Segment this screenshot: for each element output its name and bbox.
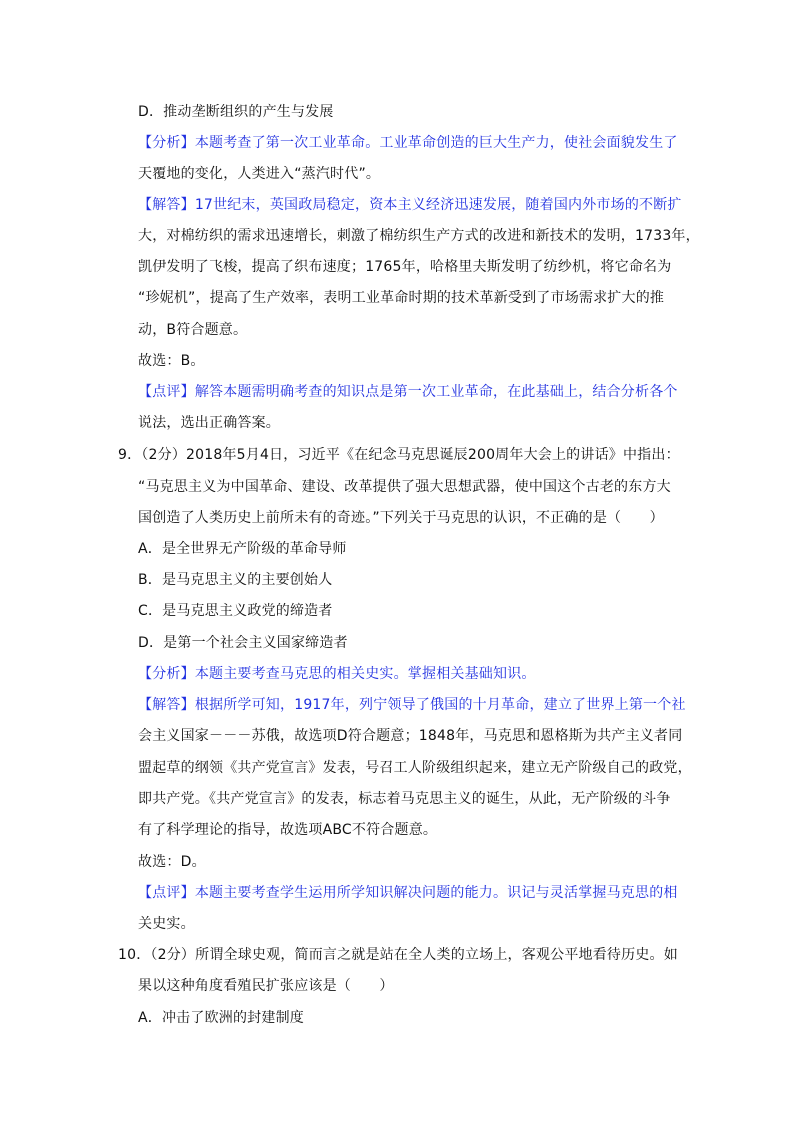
line-text: 9．（2分）2018年5月4日，习近平《在纪念马克思诞辰200周年大会上的讲话》中指出： — [118, 447, 680, 463]
option-line — [138, 102, 334, 122]
text-line — [138, 758, 692, 778]
text-line — [138, 508, 664, 528]
section-label: 【解答】 — [138, 697, 195, 713]
line-text: C．是马克思主义政党的缔造者 — [138, 603, 333, 619]
line-text: 10．（2分）所谓全球史观，简而言之就是站在全人类的立场上，客观公平地看待历史。如 — [118, 947, 678, 963]
section-label: 【点评】 — [138, 885, 195, 901]
text-line — [138, 413, 280, 433]
text-line — [138, 976, 394, 996]
line-text: “马克思主义为中国革命、建设、改革提供了强大思想武器，使中国这个古老的东方大 — [138, 479, 671, 495]
line-text: 17世纪末，英国政局稳定，资本主义经济迅速发展，随着国内外市场的不断扩 — [194, 197, 682, 213]
line-text: 故选：D。 — [138, 854, 206, 870]
line-text: 解答本题需明确考查的知识点是第一次工业革命，在此基础上，结合分析各个 — [194, 384, 678, 400]
line-text: 凯伊发明了飞梭，提高了织布速度；1765年，哈格里夫斯发明了纺纱机，将它命名为 — [138, 259, 672, 275]
question-line — [118, 945, 678, 965]
text-line — [138, 789, 671, 809]
line-text: 果以这种角度看殖民扩张应该是（ ） — [138, 978, 394, 994]
section-line — [138, 382, 678, 402]
line-text: 关史实。 — [138, 916, 195, 932]
line-text: 会主义国家－－－苏俄，故选项D符合题意；1848年，马克思和恩格斯为共产主义者同 — [138, 728, 683, 744]
line-text: 本题主要考查马克思的相关史实。掌握相关基础知识。 — [194, 666, 536, 682]
text-line — [138, 164, 380, 184]
text-line — [138, 820, 437, 840]
line-text: “珍妮机”，提高了生产效率，表明工业革命时期的技术革新受到了市场需求扩大的推 — [138, 290, 665, 306]
line-text: 大，对棉纺织的需求迅速增长，刺激了棉纺织生产方式的改进和新技术的发明，1733年， — [138, 228, 700, 244]
line-text: 说法，选出正确答案。 — [138, 415, 280, 431]
line-text: D．推动垄断组织的产生与发展 — [138, 104, 334, 120]
line-text: B．是马克思主义的主要创始人 — [138, 572, 333, 588]
option-line — [138, 1008, 304, 1028]
line-text: 天覆地的变化，人类进入“蒸汽时代”。 — [138, 166, 381, 182]
line-text: 国创造了人类历史上前所未有的奇迹。”下列关于马克思的认识，不正确的是（ ） — [138, 510, 664, 526]
section-label: 【解答】 — [138, 197, 195, 213]
line-text: 故选：B。 — [138, 353, 205, 369]
line-text: 本题主要考查学生运用所学知识解决问题的能力。识记与灵活掌握马克思的相 — [194, 885, 678, 901]
text-line — [138, 257, 671, 277]
line-text: 有了科学理论的指导，故选项ABC不符合题意。 — [138, 822, 438, 838]
line-text: A．冲击了欧洲的封建制度 — [138, 1010, 304, 1026]
text-line — [138, 852, 206, 872]
section-label: 【分析】 — [138, 666, 195, 682]
section-line — [138, 664, 536, 684]
option-line — [138, 539, 347, 559]
text-line — [138, 226, 700, 246]
text-line — [138, 726, 682, 746]
section-line — [138, 133, 678, 153]
text-line — [138, 477, 671, 497]
section-line — [138, 883, 678, 903]
option-line — [138, 633, 348, 653]
section-line — [138, 695, 686, 715]
line-text: 动，B符合题意。 — [138, 322, 248, 338]
text-line — [138, 351, 205, 371]
line-text: A．是全世界无产阶级的革命导师 — [138, 541, 347, 557]
section-line — [138, 195, 682, 215]
line-text: 根据所学可知，1917年，列宁领导了俄国的十月革命，建立了世界上第一个社 — [194, 697, 686, 713]
line-text: 本题考查了第一次工业革命。工业革命创造的巨大生产力，使社会面貌发生了 — [194, 135, 678, 151]
section-label: 【点评】 — [138, 384, 195, 400]
line-text: 即共产党。《共产党宣言》的发表，标志着马克思主义的诞生，从此，无产阶级的斗争 — [138, 791, 671, 807]
line-text: D．是第一个社会主义国家缔造者 — [138, 635, 348, 651]
option-line — [138, 601, 333, 621]
text-line — [138, 288, 664, 308]
option-line — [138, 570, 332, 590]
text-line — [138, 914, 195, 934]
line-text: 盟起草的纲领《共产党宣言》发表，号召工人阶级组织起来，建立无产阶级自己的政党， — [138, 760, 692, 776]
question-line — [118, 445, 680, 465]
section-label: 【分析】 — [138, 135, 195, 151]
text-line — [138, 320, 247, 340]
